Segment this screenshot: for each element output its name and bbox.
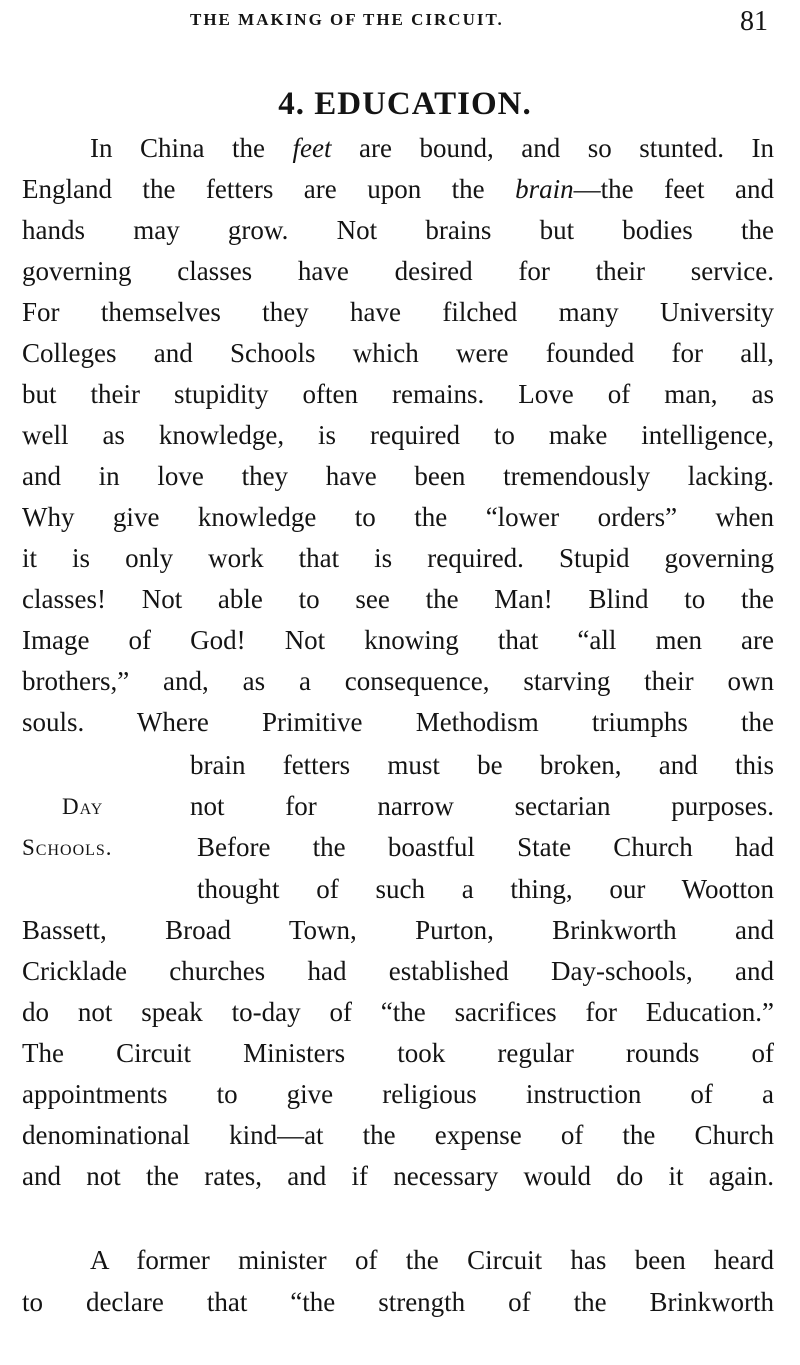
text-line <box>90 132 774 164</box>
text-line: Before the boastful State Church had <box>197 832 774 862</box>
side-note-line: Schools. <box>22 835 113 860</box>
page-number: 81 <box>740 6 768 37</box>
text-line: denominational kind—at the expense of the Church <box>22 1120 774 1150</box>
text-line: appointments to give religious instruction of a <box>22 1079 774 1109</box>
italic-word: feet <box>292 133 332 163</box>
text-line: and not the rates, and if necessary would do it again. <box>22 1161 774 1191</box>
text-line: to declare that “the strength of the Brinkworth <box>22 1287 774 1317</box>
text-run: England the fetters are upon the <box>22 174 516 204</box>
text-line: not for narrow sectarian purposes. <box>190 791 774 821</box>
text-line: well as knowledge, is required to make intelligence, <box>22 420 774 450</box>
text-line: souls. Where Primitive Methodism triumphs the <box>22 707 774 737</box>
running-title: THE MAKING OF THE CIRCUIT. <box>190 10 504 29</box>
text-line: thought of such a thing, our Wootton <box>197 874 774 904</box>
text-run: are bound, and so stunted. In <box>331 133 774 163</box>
text-line: Cricklade churches had established Day-schools, and <box>22 956 774 986</box>
section-heading: 4. EDUCATION. <box>278 86 532 122</box>
text-line <box>22 173 774 205</box>
text-line: Colleges and Schools which were founded for all, <box>22 338 774 368</box>
text-line: classes! Not able to see the Man! Blind to the <box>22 584 774 614</box>
text-line: Image of God! Not knowing that “all men are <box>22 625 774 655</box>
text-line: governing classes have desired for their service. <box>22 256 774 286</box>
text-line: For themselves they have filched many University <box>22 297 774 327</box>
text-line: Why give knowledge to the “lower orders” when <box>22 502 774 532</box>
text-line: do not speak to-day of “the sacrifices for Education.” <box>22 997 774 1027</box>
text-line: but their stupidity often remains. Love of man, as <box>22 379 774 409</box>
text-run: —the feet and <box>573 174 774 204</box>
text-line: brothers,” and, as a consequence, starving their own <box>22 666 774 696</box>
running-header <box>0 6 800 40</box>
text-line: hands may grow. Not brains but bodies the <box>22 215 774 245</box>
text-line: brain fetters must be broken, and this <box>190 750 774 780</box>
text-line: and in love they have been tremendously lacking. <box>22 461 774 491</box>
text-run: In China the <box>90 133 293 163</box>
side-note-line: Day <box>62 794 104 819</box>
text-line: it is only work that is required. Stupid governing <box>22 543 774 573</box>
text-line: A former minister of the Circuit has been heard <box>90 1245 774 1275</box>
italic-word: brain <box>515 174 574 204</box>
text-line: Bassett, Broad Town, Purton, Brinkworth and <box>22 915 774 945</box>
text-line: The Circuit Ministers took regular rounds of <box>22 1038 774 1068</box>
